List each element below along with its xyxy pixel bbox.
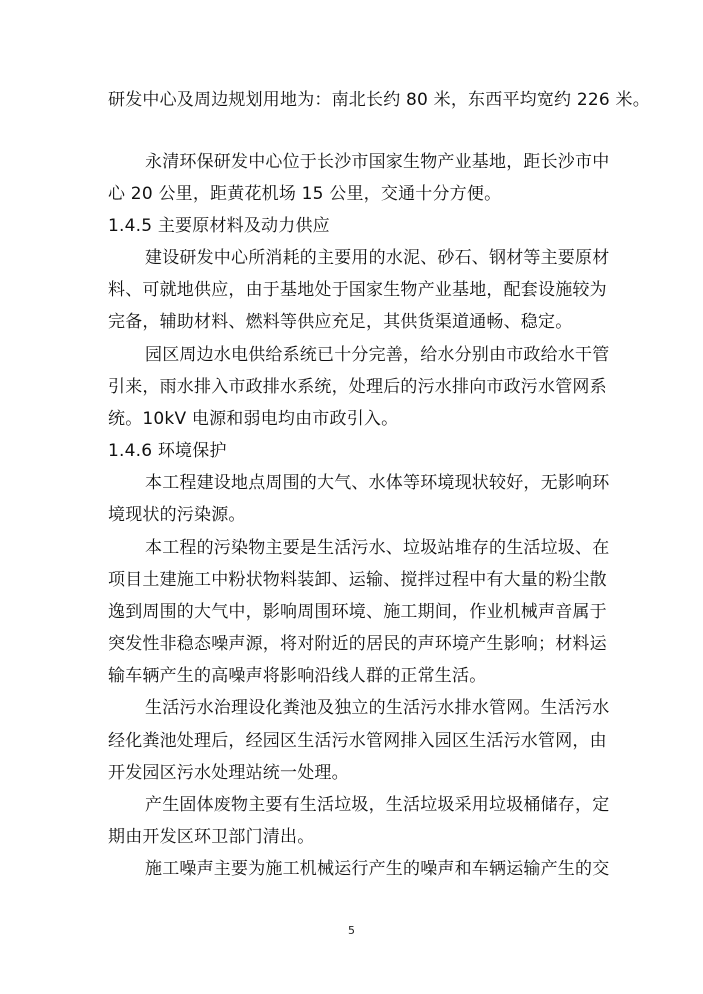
text-line: 境现状的污染源。 [108,505,246,525]
text-line: 料、可就地供应，由于基地处于国家生物产业基地，配套设施较为 [108,280,607,300]
text-line: 园区周边水电供给系统已十分完善，给水分别由市政给水干管 [145,345,610,365]
text-line: 施工噪声主要为施工机械运行产生的噪声和车辆运输产生的交 [145,859,610,879]
text-line: 逸到周围的大气中，影响周围环境、施工期间，作业机械声音属于 [108,602,607,622]
section-heading-1-4-5: 1.4.5 主要原材料及动力供应 [108,216,330,236]
text-line: 本工程的污染物主要是生活污水、垃圾站堆存的生活垃圾、在 [145,538,610,558]
text-line: 突发性非稳态噪声源，将对附近的居民的声环境产生影响；材料运 [108,634,607,654]
text-line: 经化粪池处理后，经园区生活污水管网排入园区生活污水管网，由 [108,731,607,751]
text-line: 输车辆产生的高噪声将影响沿线人群的正常生活。 [108,666,487,686]
page-number: 5 [348,924,355,937]
section-heading-1-4-6: 1.4.6 环境保护 [108,441,227,461]
text-line: 完备，辅助材料、燃料等供应充足，其供货渠道通畅、稳定。 [108,312,573,332]
text-line: 开发园区污水处理站统一处理。 [108,763,349,783]
text-line: 建设研发中心所消耗的主要用的水泥、砂石、钢材等主要原材 [145,248,610,268]
text-line: 本工程建设地点周围的大气、水体等环境现状较好，无影响环 [145,473,610,493]
text-line: 心 20 公里，距黄花机场 15 公里，交通十分方便。 [108,184,502,204]
text-line: 产生固体废物主要有生活垃圾，生活垃圾采用垃圾桶储存，定 [145,795,610,815]
text-line: 项目土建施工中粉状物料装卸、运输、搅拌过程中有大量的粉尘散 [108,570,607,590]
text-line: 研发中心及周边规划用地为：南北长约 80 米，东西平均宽约 226 米。 [108,90,650,110]
text-line: 期由开发区环卫部门清出。 [108,827,315,847]
text-line: 引来，雨水排入市政排水系统，处理后的污水排向市政污水管网系 [108,377,607,397]
text-line: 生活污水治理设化粪池及独立的生活污水排水管网。生活污水 [145,698,610,718]
text-line: 统。10kV 电源和弱电均由市政引入。 [108,409,399,429]
text-line: 永清环保研发中心位于长沙市国家生物产业基地，距长沙市中 [145,152,610,172]
